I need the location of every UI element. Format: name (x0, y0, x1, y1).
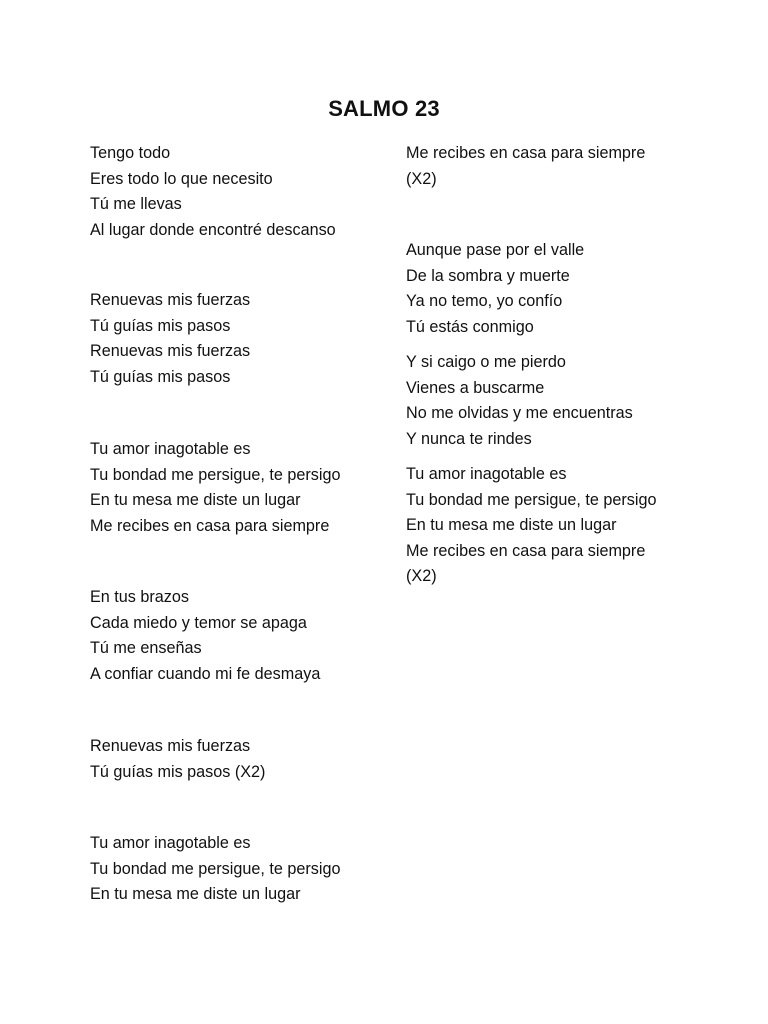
lyric-line: A confiar cuando mi fe desmaya (90, 664, 321, 683)
lyric-line: (X2) (406, 169, 437, 188)
lyric-line: Tu amor inagotable es (90, 440, 251, 458)
lyric-line: Tu bondad me persigue, te persigo (406, 490, 657, 509)
stanza-right-2 (406, 238, 584, 340)
stanza-left-6 (90, 831, 340, 908)
lyric-line: Me recibes en casa para siempre (406, 144, 646, 162)
lyric-line: Aunque pase por el valle (406, 241, 585, 259)
lyric-line: De la sombra y muerte (406, 266, 570, 285)
lyric-line: Tú guías mis pasos (90, 367, 231, 386)
lyric-line: Tú me llevas (90, 195, 182, 214)
lyric-line: Vienes a buscarme (406, 378, 545, 397)
lyric-line: Tu amor inagotable es (90, 834, 251, 852)
lyric-line: Tu bondad me persigue, te persigo (90, 859, 341, 878)
stanza-left-1 (90, 141, 336, 243)
lyric-line: Tu bondad me persigue, te persigo (90, 465, 341, 484)
lyric-line: En tu mesa me diste un lugar (90, 491, 301, 510)
lyric-line: Tú estás conmigo (406, 317, 534, 336)
lyric-line: Tú guías mis pasos (X2) (90, 762, 266, 781)
stanza-left-2 (90, 288, 250, 390)
lyric-line: (X2) (406, 567, 437, 586)
lyric-line: Y nunca te rindes (406, 429, 532, 448)
stanza-left-3 (90, 437, 340, 539)
stanza-right-3 (406, 350, 633, 452)
lyric-line: En tu mesa me diste un lugar (90, 885, 301, 904)
stanza-right-4 (406, 462, 656, 590)
lyric-line: Tú guías mis pasos (90, 316, 231, 335)
lyric-line: Me recibes en casa para siempre (90, 516, 330, 535)
lyric-line: Cada miedo y temor se apaga (90, 613, 307, 632)
lyric-line: En tus brazos (90, 588, 189, 606)
lyric-line: Tú me enseñas (90, 639, 202, 658)
lyric-line: Renuevas mis fuerzas (90, 737, 251, 755)
lyric-line: En tu mesa me diste un lugar (406, 516, 617, 535)
lyric-line: Me recibes en casa para siempre (406, 541, 646, 560)
lyric-line: Renuevas mis fuerzas (90, 291, 251, 309)
lyric-line: Eres todo lo que necesito (90, 169, 273, 188)
lyric-line: Y si caigo o me pierdo (406, 353, 566, 371)
lyric-line: Tengo todo (90, 144, 171, 162)
stanza-right-1 (406, 141, 645, 192)
stanza-left-4 (90, 585, 320, 687)
lyric-line: Al lugar donde encontré descanso (90, 220, 336, 239)
document-title: SALMO 23 (328, 96, 440, 121)
lyric-line: No me olvidas y me encuentras (406, 404, 633, 423)
lyric-line: Renuevas mis fuerzas (90, 342, 251, 361)
lyric-line: Ya no temo, yo confío (406, 292, 563, 311)
stanza-left-5 (90, 734, 265, 785)
lyric-line: Tu amor inagotable es (406, 465, 567, 483)
